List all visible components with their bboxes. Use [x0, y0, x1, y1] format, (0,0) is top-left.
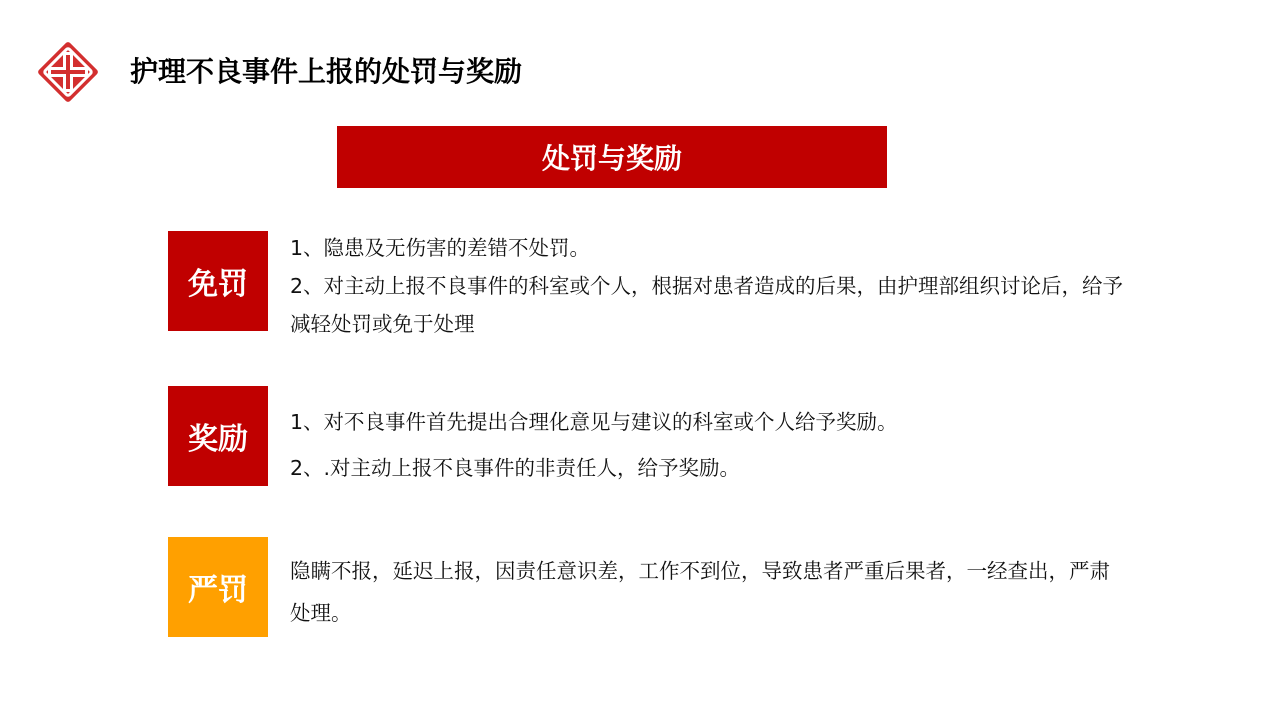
section-exemption-text [290, 229, 1140, 343]
red-cross-diamond-icon [30, 34, 106, 110]
list-item: 2、对主动上报不良事件的科室或个人，根据对患者造成的后果，由护理部组织讨论后，给予减轻处罚或免于处理 [290, 274, 1124, 336]
list-item: 隐瞒不报，延迟上报，因责任意识差，工作不到位，导致患者严重后果者，一经查出，严肃处理。 [290, 559, 1110, 625]
list-item: 1、隐患及无伤害的差错不处罚。 [290, 236, 591, 260]
tag-severe-penalty: 严罚 [168, 537, 268, 637]
section-reward-text [290, 399, 1140, 491]
tag-exemption: 免罚 [168, 231, 268, 331]
tag-reward: 奖励 [168, 386, 268, 486]
list-item: 2、.对主动上报不良事件的非责任人，给予奖励。 [290, 456, 741, 480]
section-banner: 处罚与奖励 [337, 126, 887, 188]
list-item: 1、对不良事件首先提出合理化意见与建议的科室或个人给予奖励。 [290, 410, 898, 434]
page-title: 护理不良事件上报的处罚与奖励 [130, 55, 523, 88]
section-severe-penalty-text [290, 550, 1120, 634]
